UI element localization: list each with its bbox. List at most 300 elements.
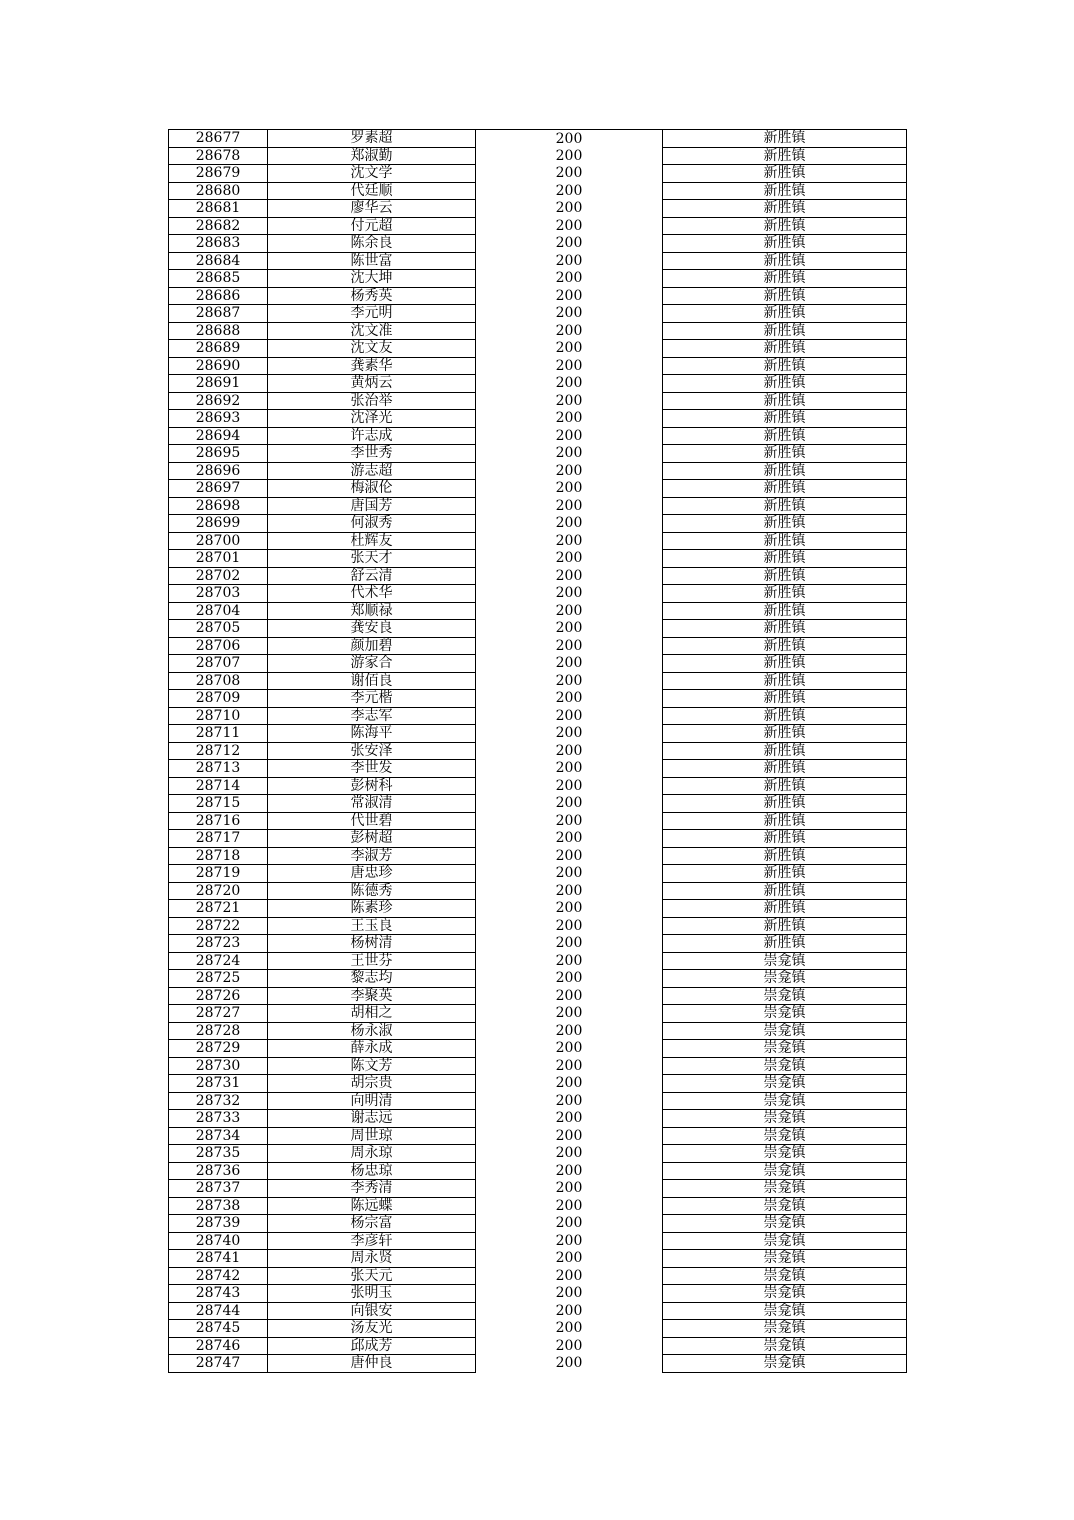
name-cell: 代廷顺 bbox=[268, 182, 476, 200]
serial-number-cell: 28678 bbox=[169, 147, 268, 165]
town-cell: 新胜镇 bbox=[663, 725, 907, 743]
table-row bbox=[169, 1215, 907, 1233]
name-cell: 谢佰良 bbox=[268, 672, 476, 690]
serial-number-cell: 28718 bbox=[169, 847, 268, 865]
town-cell: 崇龛镇 bbox=[663, 1180, 907, 1198]
amount-cell: 200 bbox=[555, 497, 583, 514]
name-cell: 李淑芳 bbox=[268, 847, 476, 865]
table-row bbox=[169, 917, 907, 935]
serial-number-cell: 28716 bbox=[169, 812, 268, 830]
amount-cell: 200 bbox=[555, 795, 583, 812]
town-cell: 崇龛镇 bbox=[663, 1145, 907, 1163]
town-cell: 新胜镇 bbox=[663, 567, 907, 585]
town-cell: 新胜镇 bbox=[663, 865, 907, 883]
serial-number-cell: 28700 bbox=[169, 532, 268, 550]
amount-cell: 200 bbox=[555, 1302, 583, 1319]
town-cell: 崇龛镇 bbox=[663, 1197, 907, 1215]
serial-number-cell: 28679 bbox=[169, 165, 268, 183]
table-row bbox=[169, 725, 907, 743]
town-cell: 新胜镇 bbox=[663, 760, 907, 778]
town-cell: 新胜镇 bbox=[663, 690, 907, 708]
name-cell: 何淑秀 bbox=[268, 515, 476, 533]
serial-number-cell: 28719 bbox=[169, 865, 268, 883]
amount-cell: 200 bbox=[555, 812, 583, 829]
serial-number-cell: 28699 bbox=[169, 515, 268, 533]
name-cell: 汤友光 bbox=[268, 1320, 476, 1338]
amount-cell: 200 bbox=[555, 340, 583, 357]
table-row bbox=[169, 1250, 907, 1268]
town-cell: 新胜镇 bbox=[663, 305, 907, 323]
amount-cell: 200 bbox=[555, 602, 583, 619]
town-cell: 崇龛镇 bbox=[663, 1320, 907, 1338]
amount-cell: 200 bbox=[555, 322, 583, 339]
town-cell: 新胜镇 bbox=[663, 830, 907, 848]
amount-cell: 200 bbox=[555, 357, 583, 374]
amount-cell: 200 bbox=[555, 952, 583, 969]
serial-number-cell: 28740 bbox=[169, 1232, 268, 1250]
amount-cell: 200 bbox=[555, 830, 583, 847]
name-cell: 龚素华 bbox=[268, 357, 476, 375]
serial-number-cell: 28723 bbox=[169, 935, 268, 953]
serial-number-cell: 28744 bbox=[169, 1302, 268, 1320]
amount-cell: 200 bbox=[476, 130, 663, 148]
name-cell: 张明玉 bbox=[268, 1285, 476, 1303]
town-cell: 新胜镇 bbox=[663, 322, 907, 340]
town-cell: 新胜镇 bbox=[663, 497, 907, 515]
town-cell: 新胜镇 bbox=[663, 620, 907, 638]
table-row bbox=[169, 742, 907, 760]
serial-number-cell: 28683 bbox=[169, 235, 268, 253]
name-cell: 许志成 bbox=[268, 427, 476, 445]
name-cell: 王玉良 bbox=[268, 917, 476, 935]
table-row bbox=[169, 1075, 907, 1093]
table-row bbox=[169, 935, 907, 953]
serial-number-cell: 28694 bbox=[169, 427, 268, 445]
table-row bbox=[169, 445, 907, 463]
amount-cell: 200 bbox=[555, 1320, 583, 1337]
amount-cell: 200 bbox=[555, 1180, 583, 1197]
name-cell: 李秀清 bbox=[268, 1180, 476, 1198]
name-cell: 彭树超 bbox=[268, 830, 476, 848]
serial-number-cell: 28745 bbox=[169, 1320, 268, 1338]
town-cell: 新胜镇 bbox=[663, 130, 907, 148]
town-cell: 新胜镇 bbox=[663, 672, 907, 690]
amount-cell: 200 bbox=[555, 235, 583, 252]
name-cell: 彭树科 bbox=[268, 777, 476, 795]
town-cell: 崇龛镇 bbox=[663, 1355, 907, 1373]
amount-cell: 200 bbox=[555, 375, 583, 392]
table-row bbox=[169, 340, 907, 358]
amount-cell: 200 bbox=[555, 1127, 583, 1144]
town-cell: 崇龛镇 bbox=[663, 987, 907, 1005]
amount-cell: 200 bbox=[555, 585, 583, 602]
town-cell: 新胜镇 bbox=[663, 777, 907, 795]
town-cell: 新胜镇 bbox=[663, 165, 907, 183]
serial-number-cell: 28685 bbox=[169, 270, 268, 288]
town-cell: 新胜镇 bbox=[663, 532, 907, 550]
table-row bbox=[169, 357, 907, 375]
table-row bbox=[169, 1302, 907, 1320]
table-row bbox=[169, 165, 907, 183]
table-body bbox=[169, 130, 907, 1373]
serial-number-cell: 28747 bbox=[169, 1355, 268, 1373]
amount-cell: 200 bbox=[555, 1005, 583, 1022]
table-row bbox=[169, 515, 907, 533]
amount-cell: 200 bbox=[555, 462, 583, 479]
amount-cell: 200 bbox=[555, 1337, 583, 1354]
name-cell: 梅淑伦 bbox=[268, 480, 476, 498]
town-cell: 崇龛镇 bbox=[663, 1267, 907, 1285]
name-cell: 沈文友 bbox=[268, 340, 476, 358]
name-cell: 张天元 bbox=[268, 1267, 476, 1285]
town-cell: 新胜镇 bbox=[663, 410, 907, 428]
serial-number-cell: 28729 bbox=[169, 1040, 268, 1058]
name-cell: 李志军 bbox=[268, 707, 476, 725]
amount-cell: 200 bbox=[555, 1285, 583, 1302]
amount-cell: 200 bbox=[555, 742, 583, 759]
amount-cell: 200 bbox=[555, 217, 583, 234]
amount-cell: 200 bbox=[555, 1110, 583, 1127]
amount-cell: 200 bbox=[555, 270, 583, 287]
table-row bbox=[169, 287, 907, 305]
amount-cell: 200 bbox=[555, 532, 583, 549]
amount-cell: 200 bbox=[555, 900, 583, 917]
serial-number-cell: 28693 bbox=[169, 410, 268, 428]
serial-number-cell: 28743 bbox=[169, 1285, 268, 1303]
town-cell: 新胜镇 bbox=[663, 182, 907, 200]
table-row bbox=[169, 952, 907, 970]
amount-cell: 200 bbox=[555, 1145, 583, 1162]
name-cell: 沈泽光 bbox=[268, 410, 476, 428]
name-cell: 游家合 bbox=[268, 655, 476, 673]
table-row bbox=[169, 970, 907, 988]
table-row bbox=[169, 1092, 907, 1110]
amount-cell: 200 bbox=[555, 707, 583, 724]
amount-cell: 200 bbox=[555, 882, 583, 899]
name-cell: 向银安 bbox=[268, 1302, 476, 1320]
name-cell: 陈海平 bbox=[268, 725, 476, 743]
data-table bbox=[168, 129, 907, 1373]
amount-cell: 200 bbox=[555, 1250, 583, 1267]
serial-number-cell: 28686 bbox=[169, 287, 268, 305]
name-cell: 陈素珍 bbox=[268, 900, 476, 918]
name-cell: 廖华云 bbox=[268, 200, 476, 218]
town-cell: 新胜镇 bbox=[663, 900, 907, 918]
amount-cell: 200 bbox=[555, 287, 583, 304]
serial-number-cell: 28746 bbox=[169, 1337, 268, 1355]
table-row bbox=[169, 882, 907, 900]
amount-cell: 200 bbox=[555, 847, 583, 864]
table-row bbox=[169, 865, 907, 883]
name-cell: 王世芬 bbox=[268, 952, 476, 970]
serial-number-cell: 28725 bbox=[169, 970, 268, 988]
serial-number-cell: 28709 bbox=[169, 690, 268, 708]
table-row bbox=[169, 1232, 907, 1250]
amount-cell: 200 bbox=[555, 655, 583, 672]
name-cell: 杨永淑 bbox=[268, 1022, 476, 1040]
serial-number-cell: 28713 bbox=[169, 760, 268, 778]
serial-number-cell: 28684 bbox=[169, 252, 268, 270]
serial-number-cell: 28727 bbox=[169, 1005, 268, 1023]
name-cell: 陈文芳 bbox=[268, 1057, 476, 1075]
town-cell: 新胜镇 bbox=[663, 200, 907, 218]
amount-cell: 200 bbox=[555, 410, 583, 427]
amount-cell: 200 bbox=[555, 480, 583, 497]
town-cell: 新胜镇 bbox=[663, 340, 907, 358]
serial-number-cell: 28731 bbox=[169, 1075, 268, 1093]
amount-cell: 200 bbox=[555, 305, 583, 322]
name-cell: 唐国芳 bbox=[268, 497, 476, 515]
town-cell: 崇龛镇 bbox=[663, 952, 907, 970]
town-cell: 新胜镇 bbox=[663, 935, 907, 953]
serial-number-cell: 28696 bbox=[169, 462, 268, 480]
serial-number-cell: 28681 bbox=[169, 200, 268, 218]
table-row bbox=[169, 1110, 907, 1128]
amount-cell: 200 bbox=[555, 392, 583, 409]
amount-cell: 200 bbox=[555, 1022, 583, 1039]
amount-cell: 200 bbox=[555, 200, 583, 217]
town-cell: 崇龛镇 bbox=[663, 1022, 907, 1040]
town-cell: 崇龛镇 bbox=[663, 1232, 907, 1250]
name-cell: 颜加碧 bbox=[268, 637, 476, 655]
table-row bbox=[169, 1285, 907, 1303]
town-cell: 新胜镇 bbox=[663, 882, 907, 900]
town-cell: 崇龛镇 bbox=[663, 1040, 907, 1058]
serial-number-cell: 28722 bbox=[169, 917, 268, 935]
name-cell: 张天才 bbox=[268, 550, 476, 568]
serial-number-cell: 28741 bbox=[169, 1250, 268, 1268]
amount-cell: 200 bbox=[555, 147, 583, 164]
town-cell: 新胜镇 bbox=[663, 847, 907, 865]
name-cell: 李元明 bbox=[268, 305, 476, 323]
town-cell: 崇龛镇 bbox=[663, 1092, 907, 1110]
town-cell: 崇龛镇 bbox=[663, 970, 907, 988]
town-cell: 新胜镇 bbox=[663, 585, 907, 603]
town-cell: 新胜镇 bbox=[663, 742, 907, 760]
name-cell: 陈世富 bbox=[268, 252, 476, 270]
amount-cell: 200 bbox=[555, 567, 583, 584]
name-cell: 龚安良 bbox=[268, 620, 476, 638]
amount-cell: 200 bbox=[555, 182, 583, 199]
amount-cell: 200 bbox=[555, 987, 583, 1004]
amount-cell: 200 bbox=[555, 690, 583, 707]
table-row bbox=[169, 1127, 907, 1145]
town-cell: 新胜镇 bbox=[663, 655, 907, 673]
name-cell: 陈德秀 bbox=[268, 882, 476, 900]
table-row bbox=[169, 270, 907, 288]
table-row bbox=[169, 410, 907, 428]
table-row bbox=[169, 900, 907, 918]
table-row bbox=[169, 655, 907, 673]
table-row bbox=[169, 602, 907, 620]
table-row bbox=[169, 760, 907, 778]
table-row bbox=[169, 1162, 907, 1180]
serial-number-cell: 28708 bbox=[169, 672, 268, 690]
name-cell: 邱成芳 bbox=[268, 1337, 476, 1355]
table-row bbox=[169, 795, 907, 813]
town-cell: 新胜镇 bbox=[663, 917, 907, 935]
serial-number-cell: 28738 bbox=[169, 1197, 268, 1215]
town-cell: 新胜镇 bbox=[663, 357, 907, 375]
town-cell: 新胜镇 bbox=[663, 550, 907, 568]
serial-number-cell: 28692 bbox=[169, 392, 268, 410]
serial-number-cell: 28724 bbox=[169, 952, 268, 970]
name-cell: 向明清 bbox=[268, 1092, 476, 1110]
table-row bbox=[169, 847, 907, 865]
name-cell: 杜辉友 bbox=[268, 532, 476, 550]
serial-number-cell: 28705 bbox=[169, 620, 268, 638]
serial-number-cell: 28697 bbox=[169, 480, 268, 498]
serial-number-cell: 28695 bbox=[169, 445, 268, 463]
serial-number-cell: 28714 bbox=[169, 777, 268, 795]
town-cell: 新胜镇 bbox=[663, 287, 907, 305]
table-row bbox=[169, 427, 907, 445]
name-cell: 谢志远 bbox=[268, 1110, 476, 1128]
table-row bbox=[169, 252, 907, 270]
table-row bbox=[169, 812, 907, 830]
serial-number-cell: 28691 bbox=[169, 375, 268, 393]
amount-cell: 200 bbox=[555, 1092, 583, 1109]
name-cell: 张治举 bbox=[268, 392, 476, 410]
table-row bbox=[169, 480, 907, 498]
table-row bbox=[169, 462, 907, 480]
serial-number-cell: 28690 bbox=[169, 357, 268, 375]
town-cell: 新胜镇 bbox=[663, 217, 907, 235]
amount-cell: 200 bbox=[555, 252, 583, 269]
table-row bbox=[169, 987, 907, 1005]
name-cell: 李世发 bbox=[268, 760, 476, 778]
amount-cell: 200 bbox=[555, 637, 583, 654]
town-cell: 新胜镇 bbox=[663, 235, 907, 253]
amount-cell: 200 bbox=[555, 1075, 583, 1092]
table-row bbox=[169, 585, 907, 603]
name-cell: 游志超 bbox=[268, 462, 476, 480]
name-cell: 唐仲良 bbox=[268, 1355, 476, 1373]
table-row bbox=[169, 305, 907, 323]
table-row bbox=[169, 830, 907, 848]
town-cell: 新胜镇 bbox=[663, 812, 907, 830]
serial-number-cell: 28688 bbox=[169, 322, 268, 340]
serial-number-cell: 28730 bbox=[169, 1057, 268, 1075]
table-row bbox=[169, 235, 907, 253]
town-cell: 崇龛镇 bbox=[663, 1285, 907, 1303]
amount-cell: 200 bbox=[555, 1215, 583, 1232]
table-row bbox=[169, 1005, 907, 1023]
serial-number-cell: 28701 bbox=[169, 550, 268, 568]
town-cell: 崇龛镇 bbox=[663, 1302, 907, 1320]
name-cell: 沈文学 bbox=[268, 165, 476, 183]
amount-cell: 200 bbox=[555, 550, 583, 567]
serial-number-cell: 28715 bbox=[169, 795, 268, 813]
town-cell: 新胜镇 bbox=[663, 392, 907, 410]
table-row bbox=[169, 392, 907, 410]
name-cell: 郑淑勤 bbox=[268, 147, 476, 165]
town-cell: 新胜镇 bbox=[663, 707, 907, 725]
name-cell: 陈远蝶 bbox=[268, 1197, 476, 1215]
table-row bbox=[169, 1145, 907, 1163]
town-cell: 新胜镇 bbox=[663, 252, 907, 270]
serial-number-cell: 28742 bbox=[169, 1267, 268, 1285]
name-cell: 郑顺禄 bbox=[268, 602, 476, 620]
amount-cell: 200 bbox=[555, 935, 583, 952]
town-cell: 新胜镇 bbox=[663, 602, 907, 620]
amount-cell: 200 bbox=[555, 725, 583, 742]
table-row bbox=[169, 1040, 907, 1058]
amount-cell: 200 bbox=[555, 427, 583, 444]
serial-number-cell: 28721 bbox=[169, 900, 268, 918]
amount-cell: 200 bbox=[555, 1355, 583, 1372]
town-cell: 崇龛镇 bbox=[663, 1127, 907, 1145]
town-cell: 新胜镇 bbox=[663, 515, 907, 533]
amount-cell: 200 bbox=[555, 1267, 583, 1284]
name-cell: 薛永成 bbox=[268, 1040, 476, 1058]
serial-number-cell: 28728 bbox=[169, 1022, 268, 1040]
town-cell: 新胜镇 bbox=[663, 480, 907, 498]
name-cell: 李元楷 bbox=[268, 690, 476, 708]
name-cell: 杨忠琼 bbox=[268, 1162, 476, 1180]
amount-cell: 200 bbox=[555, 865, 583, 882]
table-row bbox=[169, 777, 907, 795]
name-cell: 周永琼 bbox=[268, 1145, 476, 1163]
serial-number-cell: 28733 bbox=[169, 1110, 268, 1128]
town-cell: 新胜镇 bbox=[663, 375, 907, 393]
town-cell: 新胜镇 bbox=[663, 270, 907, 288]
serial-number-cell: 28703 bbox=[169, 585, 268, 603]
table-row bbox=[169, 1180, 907, 1198]
table-row bbox=[169, 567, 907, 585]
amount-cell: 200 bbox=[555, 1057, 583, 1074]
serial-number-cell: 28706 bbox=[169, 637, 268, 655]
table-row bbox=[169, 217, 907, 235]
serial-number-cell: 28680 bbox=[169, 182, 268, 200]
table-row bbox=[169, 550, 907, 568]
amount-cell: 200 bbox=[555, 760, 583, 777]
serial-number-cell: 28739 bbox=[169, 1215, 268, 1233]
name-cell: 罗素超 bbox=[268, 130, 476, 148]
serial-number-cell: 28720 bbox=[169, 882, 268, 900]
table-row bbox=[169, 1337, 907, 1355]
town-cell: 崇龛镇 bbox=[663, 1337, 907, 1355]
name-cell: 代术华 bbox=[268, 585, 476, 603]
table-row bbox=[169, 147, 907, 165]
name-cell: 李彦轩 bbox=[268, 1232, 476, 1250]
town-cell: 崇龛镇 bbox=[663, 1110, 907, 1128]
name-cell: 黄炳云 bbox=[268, 375, 476, 393]
serial-number-cell: 28702 bbox=[169, 567, 268, 585]
name-cell: 沈文准 bbox=[268, 322, 476, 340]
serial-number-cell: 28682 bbox=[169, 217, 268, 235]
town-cell: 新胜镇 bbox=[663, 445, 907, 463]
serial-number-cell: 28717 bbox=[169, 830, 268, 848]
amount-cell: 200 bbox=[555, 672, 583, 689]
name-cell: 周世琼 bbox=[268, 1127, 476, 1145]
serial-number-cell: 28689 bbox=[169, 340, 268, 358]
name-cell: 杨树清 bbox=[268, 935, 476, 953]
table-row bbox=[169, 672, 907, 690]
serial-number-cell: 28704 bbox=[169, 602, 268, 620]
town-cell: 新胜镇 bbox=[663, 795, 907, 813]
amount-cell: 200 bbox=[555, 165, 583, 182]
name-cell: 李聚英 bbox=[268, 987, 476, 1005]
amount-cell: 200 bbox=[555, 970, 583, 987]
name-cell: 胡相之 bbox=[268, 1005, 476, 1023]
serial-number-cell: 28687 bbox=[169, 305, 268, 323]
amount-cell: 200 bbox=[555, 1162, 583, 1179]
table-row bbox=[169, 182, 907, 200]
serial-number-cell: 28707 bbox=[169, 655, 268, 673]
table-row bbox=[169, 1057, 907, 1075]
amount-cell: 200 bbox=[555, 515, 583, 532]
